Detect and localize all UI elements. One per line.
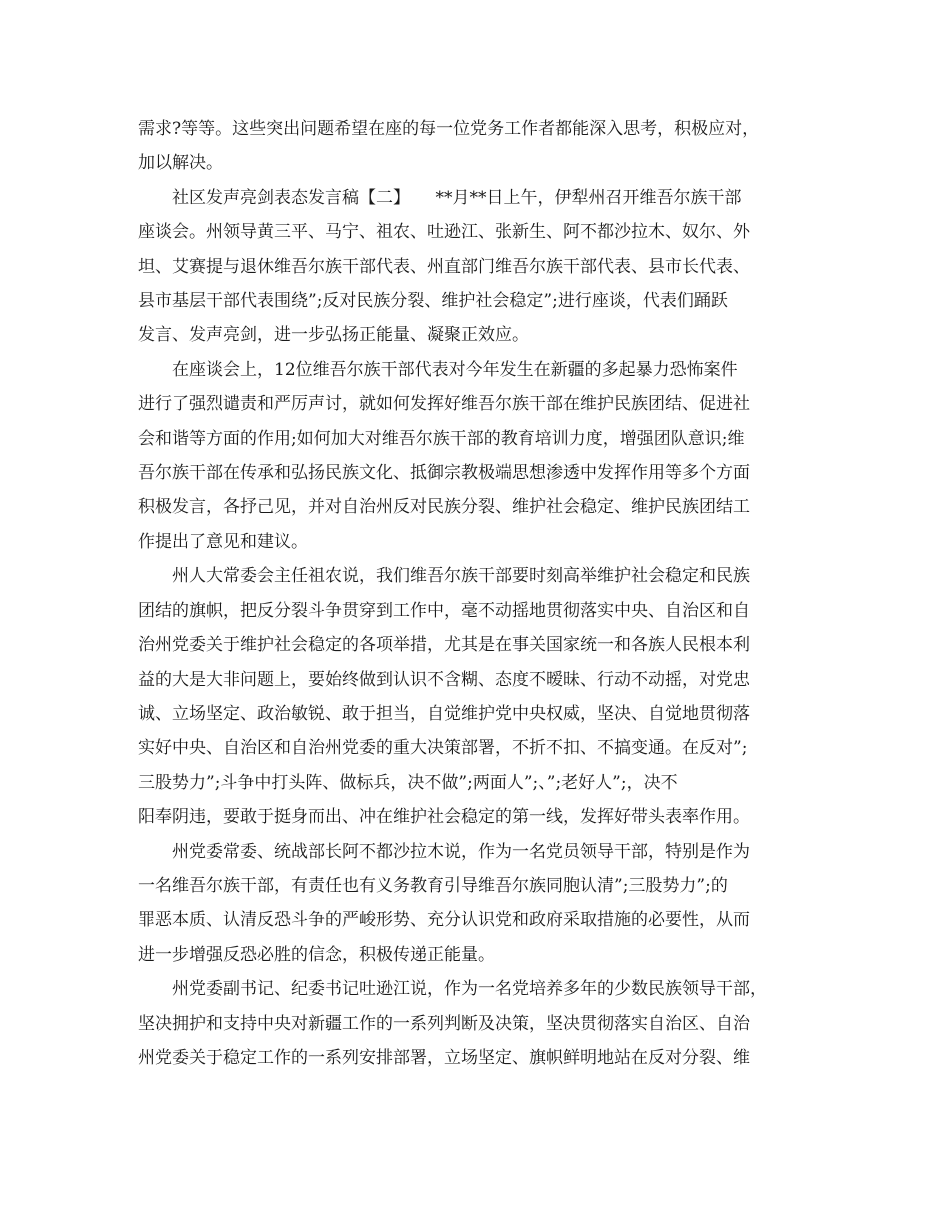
text-line: 州人大常委会主任祖农说，我们维吾尔族干部要时刻高举维护社会稳定和民族 — [172, 566, 750, 587]
text-line: 发言、发声亮剑，进一步弘扬正能量、凝聚正效应。 — [138, 325, 529, 346]
text-line: 州党委关于稳定工作的一系列安排部署，立场坚定、旗帜鲜明地站在反对分裂、维 — [138, 1047, 750, 1068]
text-line: 阳奉阴违，要敢于挺身而出、冲在维护社会稳定的第一线，发挥好带头表率作用。 — [138, 807, 750, 828]
paragraph — [138, 835, 828, 973]
text-line: 州党委常委、统战部长阿不都沙拉木说，作为一名党员领导干部，特别是作为 — [172, 841, 750, 862]
text-line: 一名维吾尔族干部，有责任也有义务教育引导维吾尔族同胞认清”;三股势力”;的 — [138, 875, 728, 896]
text-line: 坚决拥护和支持中央对新疆工作的一系列判断及决策，坚决贯彻落实自治区、自治 — [138, 1013, 750, 1034]
text-line: 加以解决。 — [138, 153, 223, 174]
text-line: 三股势力”;斗争中打头阵、做标兵，决不做”;两面人”;、”;老好人”;，决不 — [138, 772, 678, 793]
text-line: 作提出了意见和建议。 — [138, 531, 308, 552]
paragraph — [138, 112, 828, 181]
text-line: 座谈会。州领导黄三平、马宁、祖农、吐逊江、张新生、阿不都沙拉木、奴尔、外 — [138, 222, 750, 243]
text-line: 在座谈会上，12位维吾尔族干部代表对今年发生在新疆的多起暴力恐怖案件 — [172, 359, 738, 380]
text-line: 需求?等等。这些突出问题希望在座的每一位党务工作者都能深入思考，积极应对， — [138, 119, 760, 139]
text-line: 吾尔族干部在传承和弘扬民族文化、抵御宗教极端思想渗透中发挥作用等多个方面 — [138, 463, 750, 484]
text-line: 坦、艾赛提与退休维吾尔族干部代表、州直部门维吾尔族干部代表、县市长代表、 — [138, 256, 750, 277]
paragraph — [138, 559, 828, 834]
text-line: 实好中央、自治区和自治州党委的重大决策部署，不折不扣、不搞变通。在反对”; — [138, 738, 748, 759]
text-line: 进行了强烈谴责和严厉声讨，就如何发挥好维吾尔族干部在维护民族团结、促进社 — [138, 394, 750, 415]
text-line: 团结的旗帜，把反分裂斗争贯穿到工作中，毫不动摇地贯彻落实中央、自治区和自 — [138, 600, 750, 621]
text-line: 社区发声亮剑表态发言稿【二】 **月**日上午，伊犁州召开维吾尔族干部 — [172, 187, 742, 208]
text-line: 州党委副书记、纪委书记吐逊江说，作为一名党培养多年的少数民族领导干部， — [172, 979, 767, 1000]
text-line: 诚、立场坚定、政治敏锐、敢于担当，自觉维护党中央权威，坚决、自觉地贯彻落 — [138, 703, 750, 724]
text-line: 进一步增强反恐必胜的信念，积极传递正能量。 — [138, 944, 495, 965]
text-line: 会和谐等方面的作用;如何加大对维吾尔族干部的教育培训力度，增强团队意识;维 — [138, 428, 745, 449]
text-line: 县市基层干部代表围绕”;反对民族分裂、维护社会稳定”;进行座谈，代表们踊跃 — [138, 291, 728, 312]
paragraph — [138, 353, 828, 559]
text-line: 益的大是大非问题上，要始终做到认识不含糊、态度不暧昧、行动不动摇，对党忠 — [138, 669, 750, 690]
paragraph — [138, 972, 828, 1075]
text-line: 治州党委关于维护社会稳定的各项举措，尤其是在事关国家统一和各族人民根本利 — [138, 635, 750, 656]
document-body — [138, 112, 828, 1075]
text-line: 积极发言，各抒己见，并对自治州反对民族分裂、维护社会稳定、维护民族团结工 — [138, 497, 750, 518]
text-line: 罪恶本质、认清反恐斗争的严峻形势、充分认识党和政府采取措施的必要性，从而 — [138, 910, 750, 931]
paragraph — [138, 181, 828, 353]
